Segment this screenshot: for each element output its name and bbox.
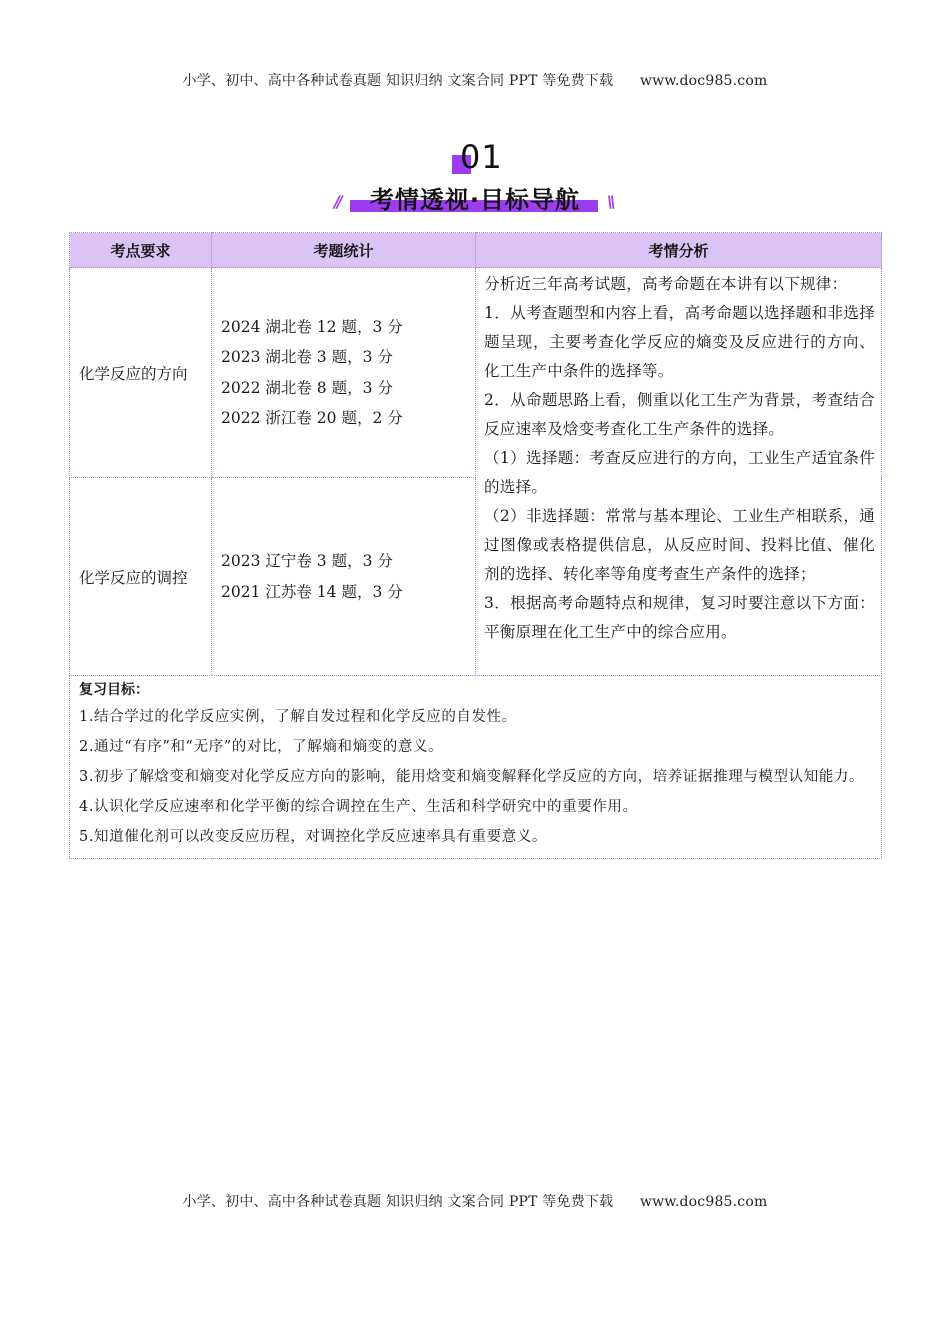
- table-header-row: [70, 233, 882, 268]
- page-header: [0, 70, 950, 90]
- stat-item: 2022 浙江卷 20 题，2 分: [221, 409, 403, 427]
- review-goals-cell: [70, 676, 882, 859]
- footer-text: 小学、初中、高中各种试卷真题 知识归纳 文案合同 PPT 等免费下载: [182, 1194, 614, 1210]
- footer-site-link[interactable]: www.doc985.com: [639, 1194, 768, 1210]
- analysis-paragraph: （1）选择题：考查反应进行的方向，工业生产适宜条件的选择。: [484, 449, 875, 496]
- slash-decoration-right-icon: \\: [607, 192, 613, 211]
- section-title-block: [330, 180, 620, 216]
- analysis-paragraph: 2．从命题思路上看，侧重以化工生产为背景，考查结合反应速率及焓变考查化工生产条件的选择。: [484, 391, 875, 438]
- stat-item: 2022 湖北卷 8 题，3 分: [221, 378, 393, 397]
- exam-point-cell: 化学反应的方向: [70, 268, 212, 478]
- section-number: 01: [460, 138, 503, 176]
- section-number-badge: [452, 140, 512, 180]
- review-goals-title: 复习目标：: [79, 682, 149, 698]
- table-row: [70, 268, 882, 478]
- review-goal-item: 2.通过“有序”和“无序”的对比，了解熵和熵变的意义。: [79, 739, 444, 755]
- analysis-paragraph: 分析近三年高考试题，高考命题在本讲有以下规律：: [484, 275, 848, 293]
- section-title: 考情透视·目标导航: [369, 186, 581, 214]
- header-exam-point: 考点要求: [70, 233, 212, 268]
- stat-item: 2021 江苏卷 14 题，3 分: [221, 582, 403, 601]
- exam-overview-table: [69, 232, 882, 859]
- header-text: 小学、初中、高中各种试卷真题 知识归纳 文案合同 PPT 等免费下载: [182, 73, 614, 89]
- exam-stats-cell: [212, 268, 476, 478]
- review-goal-item: 5.知道催化剂可以改变反应历程，对调控化学反应速率具有重要意义。: [79, 829, 548, 845]
- analysis-paragraph: 3．根据高考命题特点和规律，复习时要注意以下方面：平衡原理在化工生产中的综合应用。: [484, 594, 875, 641]
- review-goal-item: 4.认识化学反应速率和化学平衡的综合调控在生产、生活和科学研究中的重要作用。: [79, 799, 638, 815]
- analysis-paragraph: （2）非选择题：常常与基本理论、工业生产相联系，通过图像或表格提供信息，从反应时间、投料比值、催化剂的选择、转化率等角度考查生产条件的选择；: [484, 507, 875, 583]
- stat-item: 2023 湖北卷 3 题，3 分: [221, 348, 393, 366]
- review-goals-row: [70, 676, 882, 859]
- exam-point-cell: 化学反应的调控: [70, 478, 212, 676]
- analysis-paragraph: 1．从考查题型和内容上看，高考命题以选择题和非选择题呈现，主要考查化学反应的熵变及反应进行的方向、化工生产中条件的选择等。: [484, 304, 875, 380]
- header-exam-analysis: 考情分析: [476, 233, 882, 268]
- exam-analysis-cell: [476, 268, 882, 676]
- exam-stats-cell: [212, 478, 476, 676]
- header-exam-stats: 考题统计: [212, 233, 476, 268]
- slash-decoration-left-icon: //: [334, 192, 340, 211]
- stat-item: 2024 湖北卷 12 题，3 分: [221, 317, 403, 336]
- review-goal-item: 1.结合学过的化学反应实例，了解自发过程和化学反应的自发性。: [79, 709, 517, 725]
- header-site-link[interactable]: www.doc985.com: [639, 73, 768, 89]
- page-footer: [0, 1191, 950, 1211]
- review-goal-item: 3.初步了解焓变和熵变对化学反应方向的影响，能用焓变和熵变解释化学反应的方向，培养证据推理与模型认知能力。: [79, 769, 865, 785]
- stat-item: 2023 辽宁卷 3 题，3 分: [221, 552, 393, 570]
